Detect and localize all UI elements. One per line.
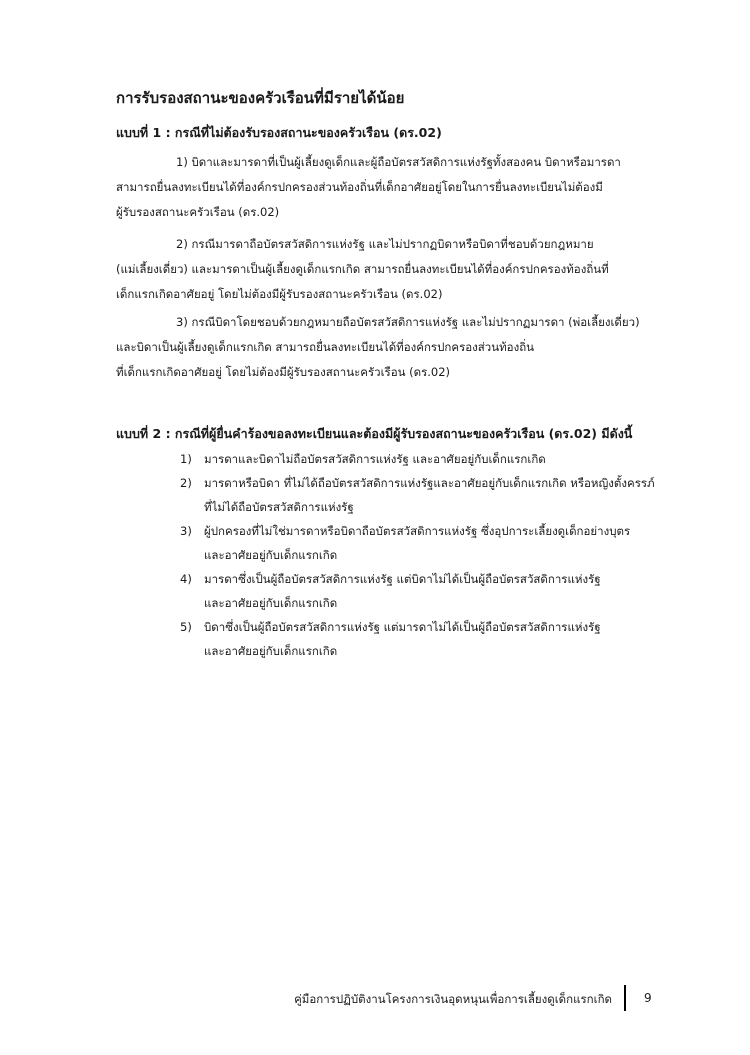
list-item-line: มารดาซึ่งเป็นผู้ถือบัตรสวัสดิการแห่งรัฐ แต่บิดาไม่ได้เป็นผู้ถือบัตรสวัสดิการแห่งรัฐ	[204, 572, 601, 586]
list-number: 2)	[180, 476, 192, 490]
list-item-line: ผู้ปกครองที่ไม่ใช่มารดาหรือบิดาถือบัตรสวัสดิการแห่งรัฐ ซึ่งอุปการะเลี้ยงดูเด็กอย่างบุตร	[204, 524, 631, 538]
paragraph-line: สามารถยื่นลงทะเบียนได้ที่องค์กรปกครองส่วนท้องถิ่นที่เด็กอาศัยอยู่โดยในการยื่นลงทะเบียนไม่ต้องมี	[116, 180, 603, 194]
list-item	[180, 615, 670, 663]
section1-paragraph-2	[116, 232, 669, 307]
list-number: 3)	[180, 524, 192, 538]
paragraph-line: ที่เด็กแรกเกิดอาศัยอยู่ โดยไม่ต้องมีผู้รับรองสถานะครัวเรือน (ดร.02)	[116, 365, 451, 379]
page-title: การรับรองสถานะของครัวเรือนที่มีรายได้น้อย	[116, 89, 405, 107]
paragraph-line: 2) กรณีมารดาถือบัตรสวัสดิการแห่งรัฐ และไม่ปรากฏบิดาหรือบิดาที่ชอบด้วยกฎหมาย	[176, 237, 594, 251]
paragraph-line: เด็กแรกเกิดอาศัยอยู่ โดยไม่ต้องมีผู้รับรองสถานะครัวเรือน (ดร.02)	[116, 287, 443, 301]
list-number: 4)	[180, 572, 192, 586]
paragraph-line: (แม่เลี้ยงเดี่ยว) และมารดาเป็นผู้เลี้ยงดูเด็กแรกเกิด สามารถยื่นลงทะเบียนได้ที่องค์กรปกครองท้องถิ่นที่	[116, 262, 609, 276]
list-item-line: และอาศัยอยู่กับเด็กแรกเกิด	[204, 644, 338, 658]
paragraph-line: 3) กรณีบิดาโดยชอบด้วยกฎหมายถือบัตรสวัสดิการแห่งรัฐ และไม่ปรากฏมารดา (พ่อเลี้ยงเดี่ยว)	[176, 315, 640, 329]
list-number: 5)	[180, 620, 192, 634]
list-item	[180, 471, 670, 519]
list-item-line: บิดาซึ่งเป็นผู้ถือบัตรสวัสดิการแห่งรัฐ แต่มารดาไม่ได้เป็นผู้ถือบัตรสวัสดิการแห่งรัฐ	[204, 620, 601, 634]
footer-title: คู่มือการปฏิบัติงานโครงการเงินอุดหนุนเพื่อการเลี้ยงดูเด็กแรกเกิด	[294, 992, 612, 1006]
list-item-line: และอาศัยอยู่กับเด็กแรกเกิด	[204, 548, 338, 562]
section1-heading: แบบที่ 1 : กรณีที่ไม่ต้องรับรองสถานะของครัวเรือน (ดร.02)	[116, 125, 442, 140]
section1-paragraph-1	[116, 150, 669, 225]
list-item	[180, 519, 670, 567]
paragraph-line: 1) บิดาและมารดาที่เป็นผู้เลี้ยงดูเด็กและผู้ถือบัตรสวัสดิการแห่งรัฐทั้งสองคน บิดาหรือมารดา	[176, 155, 621, 169]
list-item-line: มารดาหรือบิดา ที่ไม่ได้ถือบัตรสวัสดิการแห่งรัฐและอาศัยอยู่กับเด็กแรกเกิด หรือหญิงตั้งครรภ์	[204, 476, 655, 490]
list-item-line: ที่ไม่ได้ถือบัตรสวัสดิการแห่งรัฐ	[204, 500, 354, 514]
list-item-line: มารดาและบิดาไม่ถือบัตรสวัสดิการแห่งรัฐ และอาศัยอยู่กับเด็กแรกเกิด	[204, 452, 546, 466]
list-item	[180, 567, 670, 615]
list-item	[180, 447, 670, 471]
page-number: 9	[644, 991, 652, 1005]
footer-divider	[624, 985, 626, 1011]
section2-heading: แบบที่ 2 : กรณีที่ผู้ยื่นคำร้องขอลงทะเบียนและต้องมีผู้รับรองสถานะของครัวเรือน (ดร.02) มีดังนี้	[116, 426, 633, 441]
list-item-line: และอาศัยอยู่กับเด็กแรกเกิด	[204, 596, 338, 610]
list-number: 1)	[180, 452, 192, 466]
section2-list	[180, 447, 670, 663]
page-footer	[0, 985, 750, 1015]
paragraph-line: ผู้รับรองสถานะครัวเรือน (ดร.02)	[116, 205, 280, 219]
paragraph-line: และบิดาเป็นผู้เลี้ยงดูเด็กแรกเกิด สามารถยื่นลงทะเบียนได้ที่องค์กรปกครองส่วนท้องถิ่น	[116, 340, 535, 354]
section1-paragraph-3	[116, 310, 669, 385]
